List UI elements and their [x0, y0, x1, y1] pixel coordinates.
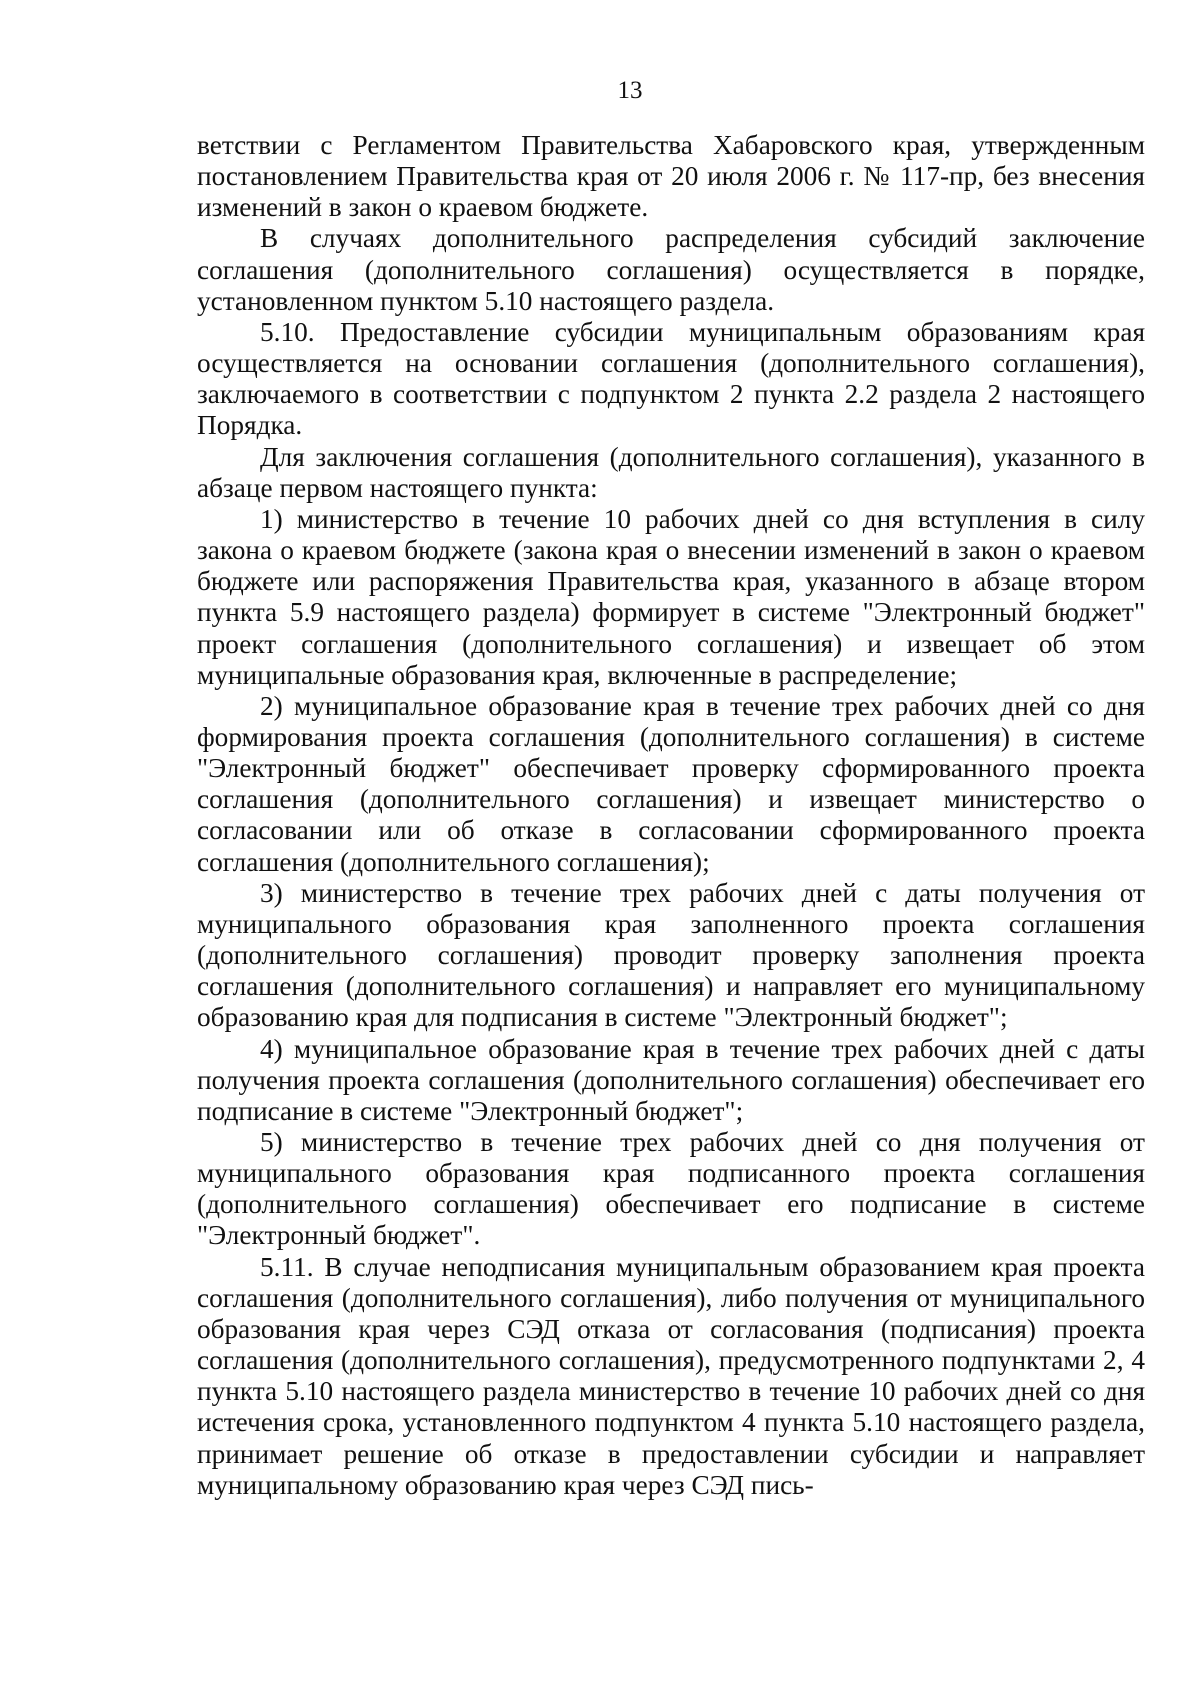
list-item-4: 4) муниципальное образование края в течение трех рабочих дней с даты получения проекта соглашения (дополнительного соглашения) обеспечивает его подписание в системе "Электронный бюджет"; [197, 1033, 1145, 1126]
list-item-5: 5) министерство в течение трех рабочих дней со дня получения от муниципального образования края подписанного проекта соглашения (дополнительного соглашения) обеспечивает его подписание в системе "Электронный бюджет". [197, 1127, 1145, 1251]
list-item-2: 2) муниципальное образование края в течение трех рабочих дней со дня формирования проекта соглашения (дополнительного соглашения) в системе "Электронный бюджет" обеспечивает проверку сформированного проекта соглашения (дополнительного соглашения) и извещает министерство о согласовании или об отказе в согласовании сформированного проекта соглашения (дополнительного соглашения); [197, 690, 1145, 877]
paragraph-continuation: ветствии с Регламентом Правительства Хабаровского края, утвержденным постановлением Правительства края от 20 июля 2006 г. № 117-пр, без внесения изменений в закон о краевом бюджете. [197, 130, 1145, 223]
paragraph-5-10: 5.10. Предоставление субсидии муниципальным образованиям края осуществляется на основании соглашения (дополнительного соглашения), заключаемого в соответствии с подпунктом 2 пункта 2.2 раздела 2 настоящего Порядка. [197, 316, 1145, 441]
paragraph-additional-distribution: В случаях дополнительного распределения субсидий заключение соглашения (дополнительного соглашения) осуществляется в порядке, установленном пунктом 5.10 настоящего раздела. [197, 223, 1145, 316]
list-item-3: 3) министерство в течение трех рабочих дней с даты получения от муниципального образования края заполненного проекта соглашения (дополнительного соглашения) проводит проверку заполнения проекта соглашения (дополнительного соглашения) и направляет его муниципальному образованию края для подписания в системе "Электронный бюджет"; [197, 877, 1145, 1033]
page-number: 13 [617, 77, 643, 104]
paragraph-5-11: 5.11. В случае неподписания муниципальным образованием края проекта соглашения (дополнительного соглашения), либо получения от муниципального образования края через СЭД отказа от согласования (подписания) проекта соглашения (дополнительного соглашения), предусмотренного подпунктами 2, 4 пункта 5.10 настоящего раздела министерство в течение 10 рабочих дней со дня истечения срока, установленного подпунктом 4 пункта 5.10 настоящего раздела, принимает решение об отказе в предоставлении субсидии и направляет муниципальному образованию края через СЭД пись- [197, 1251, 1145, 1500]
document-body [197, 130, 1145, 1501]
list-item-1: 1) министерство в течение 10 рабочих дней со дня вступления в силу закона о краевом бюджете (закона края о внесении изменений в закон о краевом бюджете или распоряжения Правительства края, указанного в абзаце втором пункта 5.9 настоящего раздела) формирует в системе "Электронный бюджет" проект соглашения (дополнительного соглашения) и извещает об этом муниципальные образования края, включенные в распределение; [197, 503, 1145, 690]
paragraph-agreement-procedure: Для заключения соглашения (дополнительного соглашения), указанного в абзаце первом настоящего пункта: [197, 441, 1145, 503]
